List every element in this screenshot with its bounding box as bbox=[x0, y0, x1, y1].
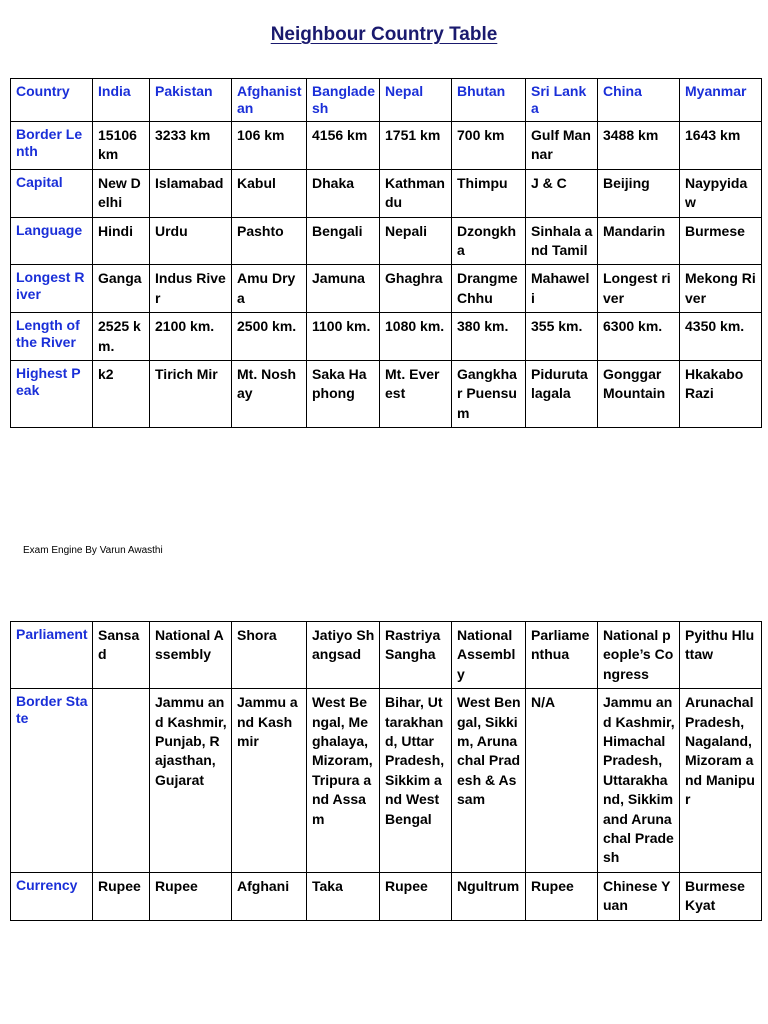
table-cell: Mt. Noshay bbox=[232, 361, 307, 428]
table-header-row bbox=[11, 79, 762, 122]
table-cell: Taka bbox=[307, 872, 380, 920]
table-cell: Tirich Mir bbox=[150, 361, 232, 428]
table-cell: Chinese Yuan bbox=[598, 872, 680, 920]
header-cell: Language bbox=[11, 217, 93, 265]
table-cell: Mt. Everest bbox=[380, 361, 452, 428]
table-row bbox=[11, 361, 762, 428]
table-cell: National Assembly bbox=[452, 622, 526, 689]
table-cell: Drangme Chhu bbox=[452, 265, 526, 313]
table-cell: 1643 km bbox=[680, 122, 762, 170]
table-cell: Bihar, Uttarakhand, Uttar Pradesh, Sikkim and West Bengal bbox=[380, 689, 452, 873]
table-cell: J & C bbox=[526, 169, 598, 217]
table-cell: Longest river bbox=[598, 265, 680, 313]
table-cell: 380 km. bbox=[452, 313, 526, 361]
table-cell: 2100 km. bbox=[150, 313, 232, 361]
table-cell bbox=[93, 689, 150, 873]
table-cell: Mandarin bbox=[598, 217, 680, 265]
table-cell: Naypyidaw bbox=[680, 169, 762, 217]
header-cell: Sri Lanka bbox=[526, 79, 598, 122]
table-cell: Piduruta lagala bbox=[526, 361, 598, 428]
header-cell: Bhutan bbox=[452, 79, 526, 122]
table-cell: Hkakabo Razi bbox=[680, 361, 762, 428]
table-cell: Kabul bbox=[232, 169, 307, 217]
table-row bbox=[11, 169, 762, 217]
table-cell: Indus River bbox=[150, 265, 232, 313]
table-cell: Sinhala and Tamil bbox=[526, 217, 598, 265]
table-cell: West Bengal, Meghalaya, Mizoram, Tripura and Assam bbox=[307, 689, 380, 873]
table-cell: Rupee bbox=[150, 872, 232, 920]
table-cell: Jatiyo Shangsad bbox=[307, 622, 380, 689]
table-cell: Dhaka bbox=[307, 169, 380, 217]
table-cell: Afghani bbox=[232, 872, 307, 920]
table-cell: Bengali bbox=[307, 217, 380, 265]
table-cell: Pashto bbox=[232, 217, 307, 265]
table-cell: Pyithu Hluttaw bbox=[680, 622, 762, 689]
table-cell: Rupee bbox=[526, 872, 598, 920]
table-cell: Burmese bbox=[680, 217, 762, 265]
header-cell: India bbox=[93, 79, 150, 122]
table-cell: West Bengal, Sikkim, Arunachal Pradesh & Assam bbox=[452, 689, 526, 873]
header-cell: Border Lenth bbox=[11, 122, 93, 170]
header-cell: Longest River bbox=[11, 265, 93, 313]
table-cell: Burmese Kyat bbox=[680, 872, 762, 920]
header-cell: Capital bbox=[11, 169, 93, 217]
header-cell: Currency bbox=[11, 872, 93, 920]
header-cell: Country bbox=[11, 79, 93, 122]
table-cell: Islamabad bbox=[150, 169, 232, 217]
table-cell: Jamuna bbox=[307, 265, 380, 313]
table-row bbox=[11, 313, 762, 361]
table-cell: k2 bbox=[93, 361, 150, 428]
header-cell: Highest Peak bbox=[11, 361, 93, 428]
neighbour-country-table-continued bbox=[10, 621, 762, 921]
table-row bbox=[11, 689, 762, 873]
table-cell: Jammu and Kashmir, Punjab, Rajasthan, Gujarat bbox=[150, 689, 232, 873]
table-cell: New Delhi bbox=[93, 169, 150, 217]
table-cell: Thimpu bbox=[452, 169, 526, 217]
table-cell: 355 km. bbox=[526, 313, 598, 361]
table-cell: Hindi bbox=[93, 217, 150, 265]
neighbour-country-table bbox=[10, 78, 762, 428]
header-cell: Parliament bbox=[11, 622, 93, 689]
table-row bbox=[11, 122, 762, 170]
table-cell: 700 km bbox=[452, 122, 526, 170]
table-cell: National Assembly bbox=[150, 622, 232, 689]
table-cell: 4350 km. bbox=[680, 313, 762, 361]
table-cell: Ganga bbox=[93, 265, 150, 313]
table-cell: Urdu bbox=[150, 217, 232, 265]
table-cell: 3233 km bbox=[150, 122, 232, 170]
table-cell: Rupee bbox=[380, 872, 452, 920]
table-cell: 1080 km. bbox=[380, 313, 452, 361]
table-cell: Beijing bbox=[598, 169, 680, 217]
table-cell: Ngultrum bbox=[452, 872, 526, 920]
table-cell: N/A bbox=[526, 689, 598, 873]
table-cell: Parliamenthua bbox=[526, 622, 598, 689]
table-cell: 3488 km bbox=[598, 122, 680, 170]
header-cell: China bbox=[598, 79, 680, 122]
table-cell: 4156 km bbox=[307, 122, 380, 170]
table-cell: 106 km bbox=[232, 122, 307, 170]
table-cell: Sansad bbox=[93, 622, 150, 689]
table-cell: Amu Drya bbox=[232, 265, 307, 313]
table-cell: Saka Haphong bbox=[307, 361, 380, 428]
header-cell: Pakistan bbox=[150, 79, 232, 122]
table-cell: National people’s Congress bbox=[598, 622, 680, 689]
table-cell: Rastriya Sangha bbox=[380, 622, 452, 689]
header-cell: Afghanistan bbox=[232, 79, 307, 122]
table-cell: 1100 km. bbox=[307, 313, 380, 361]
table-row bbox=[11, 872, 762, 920]
table-cell: Jammu and Kashmir bbox=[232, 689, 307, 873]
table-cell: 2500 km. bbox=[232, 313, 307, 361]
header-cell: Nepal bbox=[380, 79, 452, 122]
table-cell: Shora bbox=[232, 622, 307, 689]
header-cell: Length of the River bbox=[11, 313, 93, 361]
header-cell: Border State bbox=[11, 689, 93, 873]
table-cell: Nepali bbox=[380, 217, 452, 265]
table-row bbox=[11, 622, 762, 689]
credit-text: Exam Engine By Varun Awasthi bbox=[23, 545, 163, 556]
table-cell: Jammu and Kashmir, Himachal Pradesh, Uttarakhand, Sikkim and Arunachal Pradesh bbox=[598, 689, 680, 873]
header-cell: Bangladesh bbox=[307, 79, 380, 122]
table-row bbox=[11, 217, 762, 265]
header-cell: Myanmar bbox=[680, 79, 762, 122]
page-title: Neighbour Country Table bbox=[270, 24, 498, 45]
table-cell: Gangkhar Puensum bbox=[452, 361, 526, 428]
table-cell: Mahaweli bbox=[526, 265, 598, 313]
table-cell: 1751 km bbox=[380, 122, 452, 170]
table-cell: Gonggar Mountain bbox=[598, 361, 680, 428]
table-cell: Gulf Mannar bbox=[526, 122, 598, 170]
table-row bbox=[11, 265, 762, 313]
table-cell: 15106 km bbox=[93, 122, 150, 170]
table-cell: Kathmandu bbox=[380, 169, 452, 217]
table-cell: Arunachal Pradesh, Nagaland, Mizoram and Manipur bbox=[680, 689, 762, 873]
table-cell: Dzongkha bbox=[452, 217, 526, 265]
table-cell: Rupee bbox=[93, 872, 150, 920]
table-cell: 2525 km. bbox=[93, 313, 150, 361]
table-cell: Mekong River bbox=[680, 265, 762, 313]
table-cell: 6300 km. bbox=[598, 313, 680, 361]
table-cell: Ghaghra bbox=[380, 265, 452, 313]
